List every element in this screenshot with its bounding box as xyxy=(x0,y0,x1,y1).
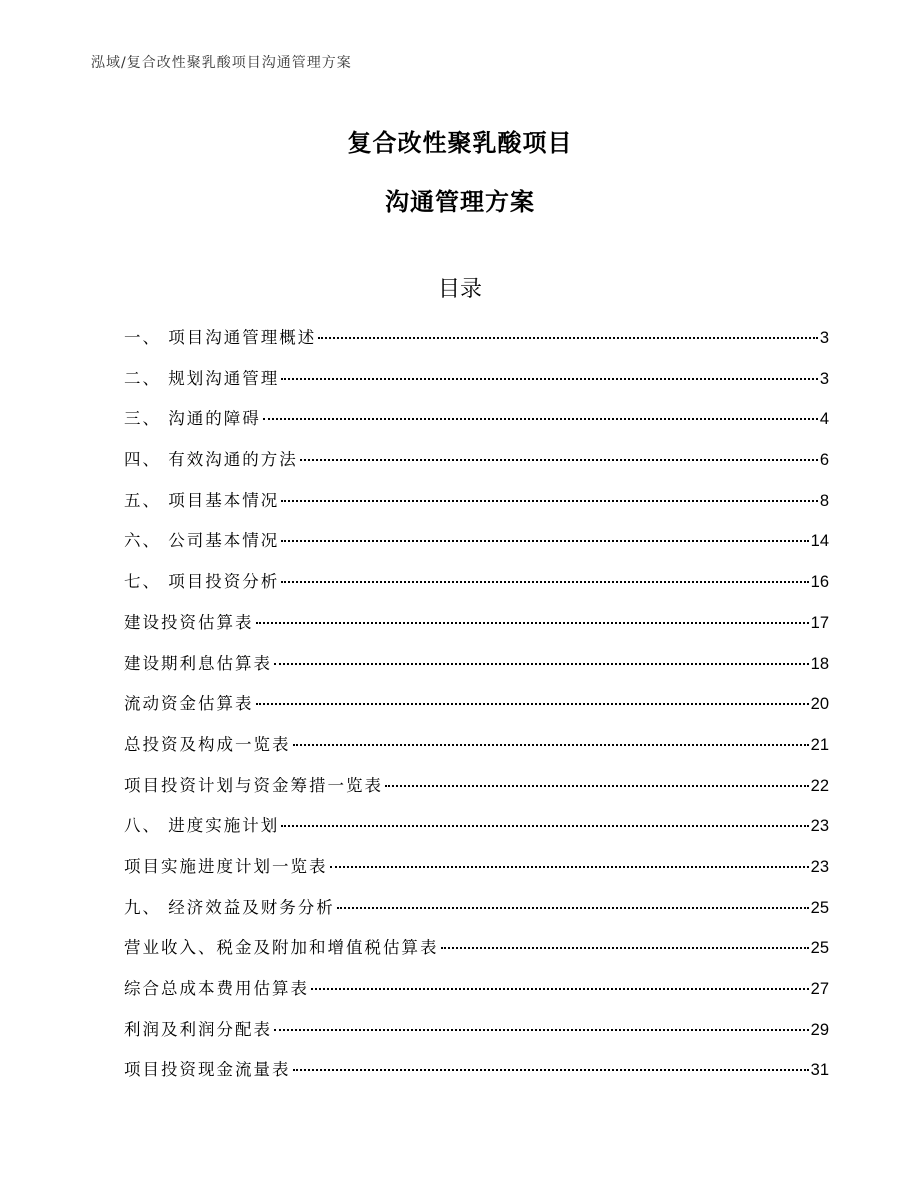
document-subtitle: 沟通管理方案 xyxy=(385,188,535,216)
toc-entry-page: 14 xyxy=(810,532,829,551)
toc-entry-page: 3 xyxy=(819,329,829,347)
toc-entry-page: 23 xyxy=(810,817,829,836)
toc-entry[interactable] xyxy=(124,894,829,935)
toc-entry[interactable] xyxy=(124,731,829,772)
toc-entry[interactable] xyxy=(124,487,829,528)
toc-leader-dots xyxy=(281,378,818,380)
toc-entry-page: 22 xyxy=(810,776,829,795)
toc-entry[interactable] xyxy=(124,609,829,650)
toc-entry[interactable] xyxy=(124,812,829,853)
toc-entry-page: 20 xyxy=(810,695,829,714)
toc-entry-label: 七、 项目投资分析 xyxy=(124,572,280,592)
toc-entry[interactable] xyxy=(124,975,829,1016)
toc-entry[interactable] xyxy=(124,568,829,609)
toc-leader-dots xyxy=(300,459,818,461)
toc-entry-page: 8 xyxy=(819,491,829,510)
running-header: 泓域/复合改性聚乳酸项目沟通管理方案 xyxy=(91,55,352,71)
toc-entry[interactable] xyxy=(124,446,829,487)
toc-leader-dots xyxy=(385,785,809,787)
toc-entry-label: 营业收入、税金及附加和增值税估算表 xyxy=(124,938,439,958)
toc-entry-label: 项目投资现金流量表 xyxy=(124,1060,291,1080)
toc-entry-page: 23 xyxy=(810,857,829,876)
toc-entry-page: 6 xyxy=(819,451,829,470)
toc-entry-page: 21 xyxy=(810,735,829,754)
toc-leader-dots xyxy=(318,337,818,339)
toc-entry-label: 总投资及构成一览表 xyxy=(124,734,291,754)
toc-entry-label: 流动资金估算表 xyxy=(124,694,254,714)
toc-entry-page: 31 xyxy=(810,1061,829,1080)
toc-entry-page: 3 xyxy=(819,369,829,388)
toc-leader-dots xyxy=(274,1029,809,1031)
toc-entry[interactable] xyxy=(124,650,829,691)
toc-entry-label: 三、 沟通的障碍 xyxy=(124,409,261,429)
toc-entry-label: 项目投资计划与资金筹措一览表 xyxy=(124,775,383,795)
toc-entry[interactable] xyxy=(124,1056,829,1097)
toc-leader-dots xyxy=(274,663,809,665)
document-title: 复合改性聚乳酸项目 xyxy=(347,129,573,157)
toc-entry-page: 27 xyxy=(810,980,829,998)
toc-leader-dots xyxy=(337,907,809,909)
toc-entry-label: 项目实施进度计划一览表 xyxy=(124,856,328,876)
toc-leader-dots xyxy=(263,418,818,420)
toc-entry[interactable] xyxy=(124,934,829,975)
toc-leader-dots xyxy=(311,988,809,990)
toc-entry[interactable] xyxy=(124,1016,829,1057)
toc-leader-dots xyxy=(281,540,808,542)
toc-entry-label: 五、 项目基本情况 xyxy=(124,490,280,510)
toc-entry[interactable] xyxy=(124,405,829,446)
toc-entry[interactable] xyxy=(124,772,829,813)
toc-leader-dots xyxy=(281,825,808,827)
toc-leader-dots xyxy=(441,947,809,949)
toc-entry-label: 综合总成本费用估算表 xyxy=(124,979,309,998)
toc-entry-label: 建设期利息估算表 xyxy=(124,653,272,673)
toc-entry-label: 建设投资估算表 xyxy=(124,612,254,632)
toc-entry-label: 四、 有效沟通的方法 xyxy=(124,450,298,470)
toc-entry[interactable] xyxy=(124,324,829,365)
toc-entry[interactable] xyxy=(124,527,829,568)
toc-leader-dots xyxy=(293,1069,809,1071)
toc-entry-page: 16 xyxy=(810,573,829,592)
toc-entry-label: 一、 项目沟通管理概述 xyxy=(124,328,317,347)
toc-leader-dots xyxy=(293,744,809,746)
toc-entry-page: 25 xyxy=(810,898,829,917)
toc-entry-label: 利润及利润分配表 xyxy=(124,1019,272,1039)
toc-leader-dots xyxy=(281,581,808,583)
toc-entry-label: 二、 规划沟通管理 xyxy=(124,368,280,388)
toc-entry-label: 八、 进度实施计划 xyxy=(124,816,280,836)
toc-entry-page: 25 xyxy=(810,939,829,958)
toc-leader-dots xyxy=(256,622,809,624)
toc-entry-page: 29 xyxy=(810,1020,829,1039)
toc-leader-dots xyxy=(330,866,809,868)
toc-leader-dots xyxy=(281,500,818,502)
toc-entry-label: 九、 经济效益及财务分析 xyxy=(124,897,335,917)
toc-heading: 目录 xyxy=(437,277,482,302)
toc-entry[interactable] xyxy=(124,690,829,731)
toc-entry[interactable] xyxy=(124,853,829,894)
toc-entry-page: 18 xyxy=(810,654,829,673)
toc-entry[interactable] xyxy=(124,365,829,406)
toc-entry-page: 4 xyxy=(819,410,829,429)
table-of-contents xyxy=(124,324,829,1097)
toc-entry-label: 六、 公司基本情况 xyxy=(124,531,280,551)
toc-leader-dots xyxy=(256,703,809,705)
toc-entry-page: 17 xyxy=(810,613,829,632)
